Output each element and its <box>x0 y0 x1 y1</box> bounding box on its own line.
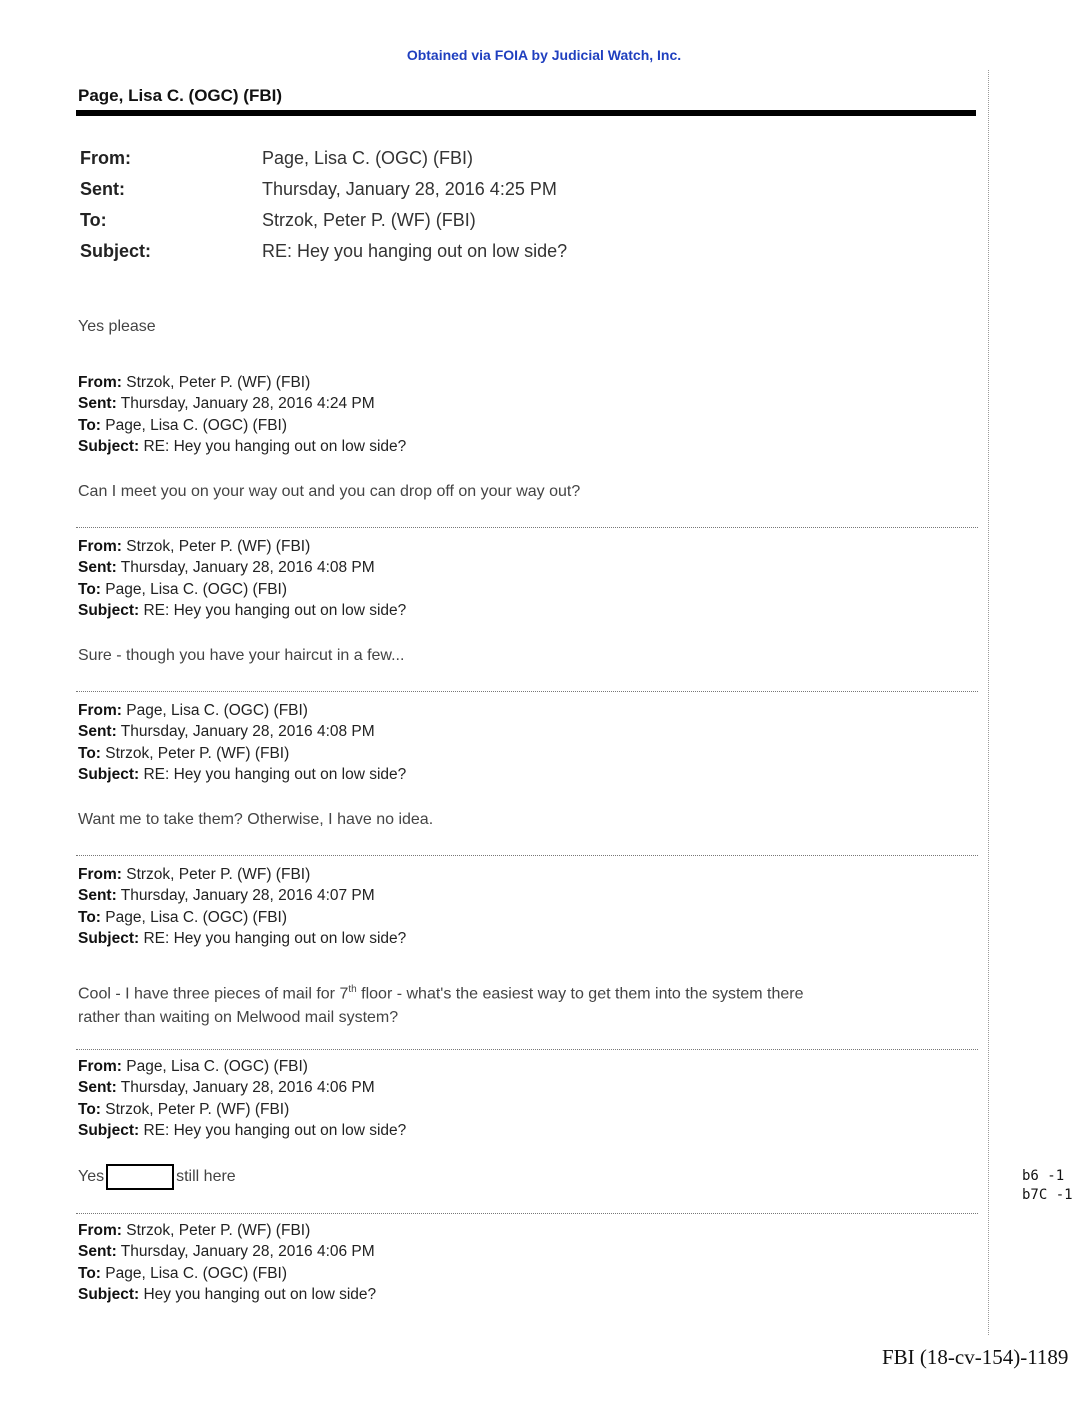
message-separator <box>76 691 978 692</box>
quoted-body: Cool - I have three pieces of mail for 7th floor - what's the easiest way to get them into the system there rather than waiting on Melwood mail system? <box>78 984 804 1027</box>
message-separator <box>76 855 978 856</box>
quoted-header: From: Page, Lisa C. (OGC) (FBI) Sent: Thursday, January 28, 2016 4:06 PM To: Strzok, Peter P. (WF) (FBI) Subject: RE: Hey you hanging out on low side? <box>78 1058 407 1139</box>
sent-value: Thursday, January 28, 2016 4:25 PM <box>262 179 557 199</box>
redaction-box <box>106 1164 174 1190</box>
quoted-header: From: Strzok, Peter P. (WF) (FBI) Sent: Thursday, January 28, 2016 4:24 PM To: Page, Lisa C. (OGC) (FBI) Subject: RE: Hey you hanging out on low side? <box>78 374 407 455</box>
quoted-header: From: Page, Lisa C. (OGC) (FBI) Sent: Thursday, January 28, 2016 4:08 PM To: Strzok, Peter P. (WF) (FBI) Subject: RE: Hey you hanging out on low side? <box>78 702 407 783</box>
sent-label: Sent: <box>80 179 125 199</box>
quoted-header: From: Strzok, Peter P. (WF) (FBI) Sent: Thursday, January 28, 2016 4:08 PM To: Page, Lisa C. (OGC) (FBI) Subject: RE: Hey you hanging out on low side? <box>78 538 407 619</box>
message-separator <box>76 1213 978 1214</box>
from-label: From: <box>80 148 131 168</box>
quoted-header: From: Strzok, Peter P. (WF) (FBI) Sent: Thursday, January 28, 2016 4:06 PM To: Page, Lisa C. (OGC) (FBI) Subject: Hey you hanging out on low side? <box>78 1222 377 1303</box>
email-header <box>80 146 567 270</box>
from-value: Page, Lisa C. (OGC) (FBI) <box>262 148 474 168</box>
message-separator <box>76 1049 978 1050</box>
foia-watermark: Obtained via FOIA by Judicial Watch, Inc. <box>406 47 682 63</box>
quoted-body: Can I meet you on your way out and you can drop off on your way out? <box>78 483 581 500</box>
message-separator <box>76 527 978 528</box>
bates-number: FBI (18-cv-154)-1189 <box>882 1345 1069 1369</box>
reply-body: Yes please <box>78 318 156 335</box>
subject-value: RE: Hey you hanging out on low side? <box>262 241 568 261</box>
subject-label: Subject: <box>80 241 152 261</box>
quoted-body: Want me to take them? Otherwise, I have no idea. <box>78 811 434 828</box>
redaction-codes: b6 -1 b7C -1 <box>1022 1168 1073 1203</box>
to-label: To: <box>80 210 107 230</box>
quoted-header: From: Strzok, Peter P. (WF) (FBI) Sent: Thursday, January 28, 2016 4:07 PM To: Page, Lisa C. (OGC) (FBI) Subject: RE: Hey you hanging out on low side? <box>78 866 407 947</box>
quoted-body: Yes still here <box>78 1164 236 1190</box>
right-margin-rule <box>988 70 989 1335</box>
quoted-body: Sure - though you have your haircut in a few... <box>78 647 405 664</box>
to-value: Strzok, Peter P. (WF) (FBI) <box>262 210 476 230</box>
mailbox-owner: Page, Lisa C. (OGC) (FBI) <box>78 86 283 105</box>
owner-divider <box>76 110 976 116</box>
